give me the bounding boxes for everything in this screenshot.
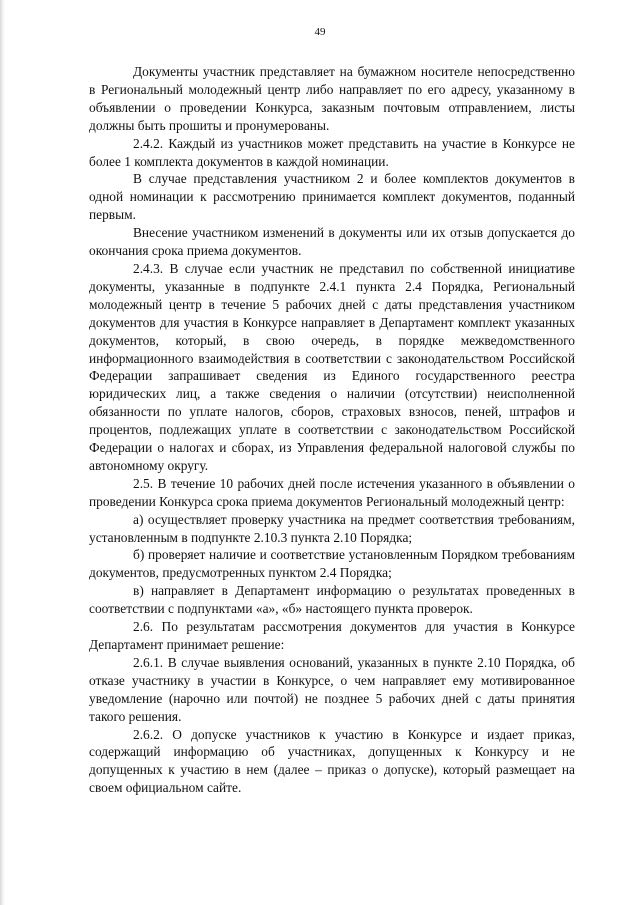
paragraph-2-4-2: 2.4.2. Каждый из участников может представить на участие в Конкурсе не более 1 комплекта документов в каждой номинации. (89, 135, 575, 169)
paragraph-2-5-v: в) направляет в Департамент информацию о результатах проведенных в соответствии с подпунктами «а», «б» настоящего пункта проверок. (89, 583, 575, 617)
paragraph-2-6-2: 2.6.2. О допуске участников к участию в Конкурсе и издает приказ, содержащий информацию об участниках, допущенных к Конкурсу и не допущенных к участию в нем (далее – приказ о допуске), который размещает на своем официальном сайте. (89, 726, 575, 796)
page-number: 49 (314, 26, 326, 38)
paragraph-2-6-1: 2.6.1. В случае выявления оснований, указанных в пункте 2.10 Порядка, об отказе участнику в участии в Конкурсе, о чем направляет ему мотивированное уведомление (нарочно или почтой) не позднее 5 рабочих дней с даты принятия такого решения. (89, 654, 575, 724)
paragraph-2-6: 2.6. По результатам рассмотрения документов для участия в Конкурсе Департамент принимает решение: (89, 619, 575, 652)
document-body (89, 63, 575, 797)
paragraph-2-5-b: б) проверяет наличие и соответствие установленным Порядком требованиям документов, предусмотренных пунктом 2.4 Порядка; (89, 547, 575, 581)
paragraph-2-5-a: а) осуществляет проверку участника на предмет соответствия требованиям, установленным в подпункте 2.10.3 пункта 2.10 Порядка; (89, 511, 575, 545)
paragraph-2-5: 2.5. В течение 10 рабочих дней после истечения указанного в объявлении о проведении Конкурса срока приема документов Региональный молодежный центр: (89, 475, 575, 509)
paragraph-multiple-sets: В случае представления участником 2 и более комплектов документов в одной номинации к рассмотрению принимается комплект документов, поданный первым. (89, 171, 575, 223)
paragraph-document-changes: Внесение участником изменений в документы или их отзыв допускается до окончания срока приема документов. (89, 225, 575, 259)
scan-edge (0, 0, 5, 905)
paragraph-2-4-3: 2.4.3. В случае если участник не представил по собственной инициативе документы, указанные в подпункте 2.4.1 пункта 2.4 Порядка, Региональный молодежный центр в течение 5 рабочих дней с даты представления участником документов для участия в Конкурсе направляет в Департамент комплект указанных документов, который, в свою очередь, в порядке межведомственного информационного взаимодействия в соответствии с законодательством Российской Федерации запрашивает сведения из Единого государственного реестра юридических лиц, а также сведения о наличии (отсутствии) неисполненной обязанности по уплате налогов, сборов, страховых взносов, пеней, штрафов и процентов, подлежащих уплате в соответствии с законодательством Российской Федерации о налогах и сборах, из Управления федеральной налоговой службы по автономному округу. (89, 260, 575, 473)
paragraph-documents-submission: Документы участник представляет на бумажном носителе непосредственно в Региональный молодежный центр либо направляет по его адресу, указанному в объявлении о проведении Конкурса, заказным почтовым отправлением, листы должны быть прошиты и пронумерованы. (89, 64, 575, 133)
